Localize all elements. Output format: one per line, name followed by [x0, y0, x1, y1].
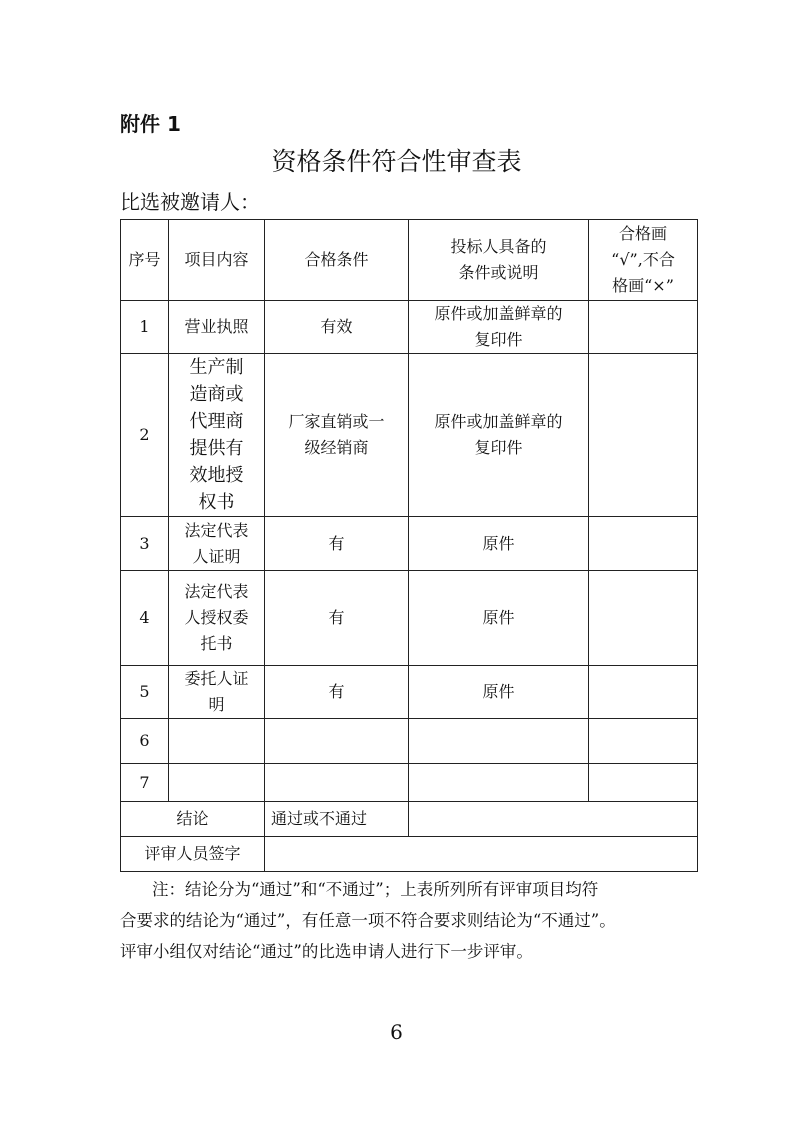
table-row: [121, 666, 698, 719]
row-item-line: 营业执照: [184, 317, 249, 336]
row-bidder: [409, 571, 589, 666]
table-row: [121, 517, 698, 571]
row-item-line: 造商或: [189, 384, 244, 405]
row-condition-line: 有效: [320, 317, 353, 336]
row-mark: [589, 301, 698, 354]
row-item: [169, 571, 265, 666]
table-row: [121, 571, 698, 666]
row-bidder-line: 复印件: [474, 438, 523, 457]
row-mark: [589, 764, 698, 802]
row-mark: [589, 354, 698, 517]
conclusion-blank: [409, 802, 698, 837]
header-condition: 合格条件: [265, 220, 409, 301]
header-row: [121, 220, 698, 301]
row-mark: [589, 571, 698, 666]
row-item-line: 托书: [200, 634, 233, 653]
header-item: 项目内容: [169, 220, 265, 301]
row-no: 2: [121, 354, 169, 517]
row-no: 4: [121, 571, 169, 666]
row-condition-line: 有: [328, 608, 345, 627]
row-item-line: 法定代表: [184, 520, 249, 540]
row-no: 3: [121, 517, 169, 571]
row-item-line: 权书: [198, 492, 235, 513]
row-item-line: 人证明: [192, 546, 241, 566]
row-condition-line: 级经销商: [304, 438, 369, 457]
header-mark-line1: 合格画: [618, 224, 667, 243]
row-no: 6: [121, 719, 169, 764]
row-condition: [265, 571, 409, 666]
qualification-table: [120, 219, 698, 872]
conclusion-label: 结论: [121, 802, 265, 837]
table-row: [121, 301, 698, 354]
row-item: [169, 666, 265, 719]
row-condition-line: 厂家直销或一: [288, 412, 385, 431]
reviewer-label: 评审人员签字: [121, 837, 265, 872]
table-row: [121, 764, 698, 802]
note-line2: 合要求的结论为“通过”，有任意一项不符合要求则结论为“不通过”。: [120, 911, 616, 930]
note-line3: 评审小组仅对结论“通过”的比选申请人进行下一步评审。: [120, 942, 533, 961]
row-no: 7: [121, 764, 169, 802]
page-number: 6: [390, 1020, 403, 1044]
row-bidder: [409, 301, 589, 354]
row-mark: [589, 719, 698, 764]
row-item: [169, 764, 265, 802]
row-no: 1: [121, 301, 169, 354]
row-condition: [265, 301, 409, 354]
row-condition-line: 有: [328, 533, 345, 553]
row-condition-line: 有: [328, 682, 345, 701]
header-mark-line2: “√”,不合: [611, 250, 675, 269]
row-item-line: 法定代表: [184, 582, 249, 601]
row-bidder-line: 原件: [482, 608, 515, 627]
conclusion-row: [121, 802, 698, 837]
table-row: [121, 354, 698, 517]
row-item: [169, 354, 265, 517]
conclusion-value: 通过或不通过: [265, 802, 409, 837]
row-bidder-line: 原件或加盖鲜章的: [434, 304, 563, 323]
table-row: [121, 719, 698, 764]
row-bidder: [409, 764, 589, 802]
row-bidder: [409, 517, 589, 571]
row-bidder: [409, 719, 589, 764]
row-condition: [265, 517, 409, 571]
page-title: 资格条件符合性审查表: [271, 147, 522, 176]
row-condition: [265, 666, 409, 719]
row-no: 5: [121, 666, 169, 719]
row-item: [169, 301, 265, 354]
header-bidder: [409, 220, 589, 301]
row-mark: [589, 517, 698, 571]
header-no: 序号: [121, 220, 169, 301]
row-condition: [265, 719, 409, 764]
row-item-line: 人授权委: [184, 608, 249, 627]
row-item: [169, 719, 265, 764]
header-bidder-line1: 投标人具备的: [450, 237, 547, 256]
attachment-label: 附件 1: [120, 112, 181, 136]
row-bidder: [409, 666, 589, 719]
row-item: [169, 517, 265, 571]
invitee-label: 比选被邀请人：: [120, 190, 260, 214]
row-bidder-line: 原件: [482, 533, 515, 553]
header-mark: [589, 220, 698, 301]
row-bidder-line: 原件: [482, 682, 515, 701]
row-item-line: 委托人证: [184, 669, 249, 688]
row-bidder: [409, 354, 589, 517]
row-item-line: 代理商: [189, 411, 244, 432]
reviewer-row: [121, 837, 698, 872]
row-item-line: 明: [208, 695, 225, 714]
note: [120, 874, 700, 967]
note-line1: 注：结论分为“通过”和“不通过”；上表所列所有评审项目均符: [152, 880, 599, 899]
row-mark: [589, 666, 698, 719]
row-bidder-line: 原件或加盖鲜章的: [434, 412, 563, 431]
reviewer-signature: [265, 837, 698, 872]
header-mark-line3: 格画“×”: [612, 276, 674, 295]
row-condition: [265, 354, 409, 517]
row-condition: [265, 764, 409, 802]
row-bidder-line: 复印件: [474, 330, 523, 349]
row-item-line: 提供有: [189, 438, 244, 459]
row-item-line: 效地授: [189, 465, 244, 486]
row-item-line: 生产制: [189, 357, 244, 378]
header-bidder-line2: 条件或说明: [458, 263, 539, 282]
